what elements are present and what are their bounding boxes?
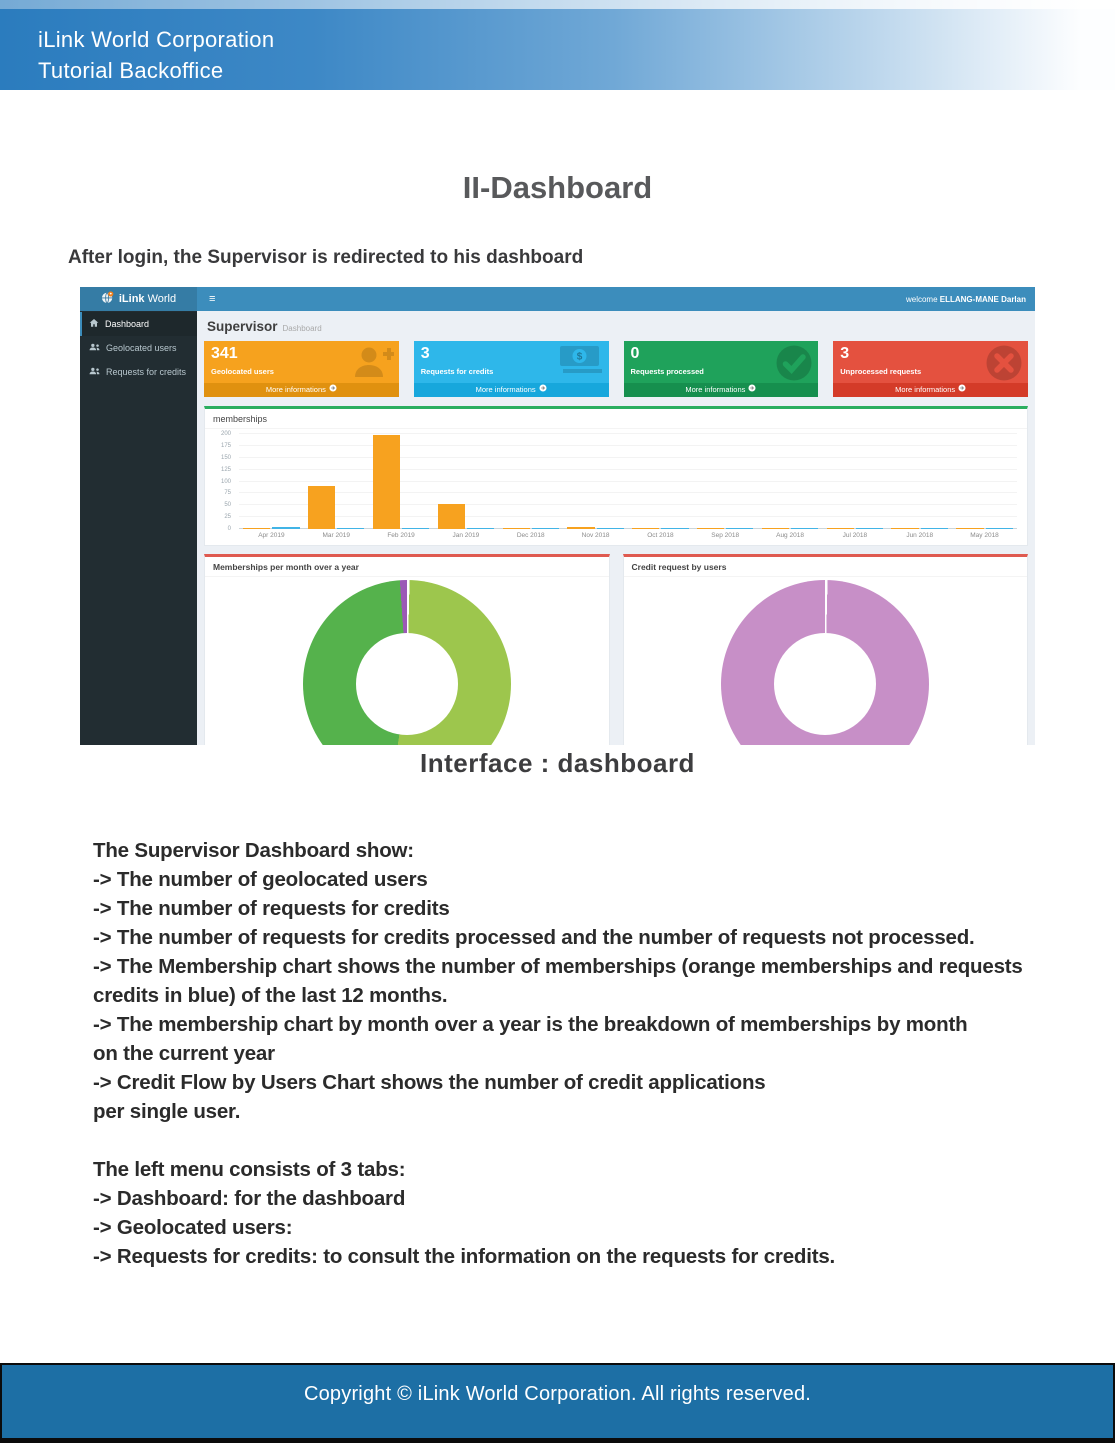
- x-tick-label: May 2018: [970, 532, 999, 539]
- sidebar-item-label: Requests for credits: [106, 367, 187, 377]
- body-line: on the current year: [93, 1042, 275, 1065]
- close-circle-icon: [985, 344, 1023, 383]
- month-slot: [304, 434, 369, 542]
- document-footer: [0, 1363, 1115, 1443]
- users-icon: [89, 366, 100, 378]
- memberships-per-month-panel: [204, 554, 610, 745]
- card-label: Requests for credits: [420, 367, 494, 376]
- month-slot: [369, 434, 434, 542]
- dashboard-navbar: [80, 287, 1035, 311]
- check-circle-icon: [775, 344, 813, 383]
- card-unprocessed-requests: [833, 341, 1028, 397]
- content-subtitle: Dashboard: [282, 324, 322, 333]
- more-informations-label: More informations: [895, 385, 956, 394]
- more-informations-link[interactable]: [414, 383, 609, 397]
- month-slot: [628, 434, 693, 542]
- x-tick-label: Oct 2018: [647, 532, 674, 539]
- x-tick-label: Jul 2018: [842, 532, 868, 539]
- top-bar: [197, 287, 1035, 311]
- more-informations-link[interactable]: [624, 383, 819, 397]
- body-line: -> Dashboard: for the dashboard: [93, 1187, 406, 1210]
- svg-text:$: $: [576, 351, 582, 363]
- arrow-circle-icon: [539, 383, 547, 397]
- x-tick-label: Dec 2018: [516, 532, 545, 539]
- body-line: credits in blue) of the last 12 months.: [93, 984, 448, 1007]
- body-line: -> Geolocated users:: [93, 1216, 293, 1239]
- more-informations-label: More informations: [265, 385, 326, 394]
- month-slot: [887, 434, 952, 542]
- sidebar-item-label: Geolocated users: [106, 343, 177, 353]
- card-label: Unprocessed requests: [840, 367, 922, 376]
- bar-memberships: [373, 435, 400, 529]
- donut-memberships: [303, 580, 511, 745]
- home-icon: [89, 318, 99, 330]
- lead-text: After login, the Supervisor is redirected to his dashboard: [68, 247, 584, 268]
- arrow-circle-icon: [329, 383, 337, 397]
- body-line: -> The Membership chart shows the number of memberships (orange memberships and requests: [93, 955, 1023, 978]
- memberships-yaxis: [208, 431, 235, 532]
- sidebar: [80, 311, 197, 745]
- credit-request-title: Credit request by users: [624, 557, 1028, 577]
- y-tick-label: 25: [224, 514, 231, 521]
- month-slot: [498, 434, 563, 542]
- body-line: The Supervisor Dashboard show:: [93, 839, 414, 862]
- welcome-prefix: welcome: [905, 294, 940, 304]
- welcome-user[interactable]: [906, 295, 1035, 304]
- banknote-icon: [558, 344, 604, 381]
- sidebar-item-requests-credits[interactable]: [80, 360, 197, 384]
- month-slot: [563, 434, 628, 542]
- more-informations-link[interactable]: [204, 383, 399, 397]
- y-tick-label: 100: [220, 478, 231, 485]
- sidebar-item-geolocated-users[interactable]: [80, 336, 197, 360]
- x-tick-label: Aug 2018: [776, 532, 804, 539]
- bar-memberships: [438, 504, 465, 529]
- stat-cards-row: [204, 341, 1028, 397]
- body-line: -> Credit Flow by Users Chart shows the number of credit applications: [93, 1071, 766, 1094]
- x-tick-label: Mar 2019: [322, 532, 350, 539]
- month-slot: [822, 434, 887, 542]
- memberships-plot: [239, 434, 1017, 542]
- memberships-chart: [220, 431, 1017, 542]
- x-tick-label: Jan 2019: [452, 532, 480, 539]
- brand-logo[interactable]: [80, 287, 197, 311]
- more-informations-label: More informations: [475, 385, 536, 394]
- card-value: 341: [211, 345, 238, 362]
- body-line: per single user.: [93, 1100, 241, 1123]
- memberships-per-month-title: Memberships per month over a year: [205, 557, 609, 577]
- donut-credits: [721, 580, 929, 745]
- body-line: -> The number of requests for credits: [93, 897, 450, 920]
- header-company: iLink World Corporation: [38, 27, 275, 52]
- month-slot: [433, 434, 498, 542]
- content-heading: [207, 318, 1025, 336]
- card-value: 3: [840, 345, 850, 362]
- card-label: Geolocated users: [211, 367, 274, 376]
- more-informations-link[interactable]: [833, 383, 1028, 397]
- page-title: II-Dashboard: [462, 170, 653, 205]
- y-tick-label: 125: [220, 466, 231, 473]
- x-tick-label: Nov 2018: [581, 532, 610, 539]
- y-tick-label: 0: [227, 526, 231, 532]
- card-requests-credits: [414, 341, 609, 397]
- users-icon: [89, 342, 100, 354]
- x-tick-label: Apr 2019: [258, 532, 285, 539]
- sidebar-item-label: Dashboard: [105, 319, 150, 329]
- content-title: Supervisor: [207, 319, 278, 334]
- brand-bold: iLink: [118, 293, 145, 305]
- body-paragraph-2: [93, 1155, 1053, 1271]
- card-label: Requests processed: [630, 367, 704, 376]
- card-requests-processed: [624, 341, 819, 397]
- y-tick-label: 200: [220, 431, 231, 437]
- header-subtitle: Tutorial Backoffice: [38, 58, 224, 83]
- x-tick-label: Sep 2018: [711, 532, 740, 539]
- x-tick-label: Jun 2018: [906, 532, 934, 539]
- arrow-circle-icon: [958, 383, 966, 397]
- credit-request-panel: [623, 554, 1029, 745]
- card-geolocated-users: [204, 341, 399, 397]
- y-tick-label: 50: [224, 502, 231, 509]
- card-value: 0: [630, 345, 640, 362]
- y-tick-label: 75: [224, 490, 231, 497]
- copyright-text: Copyright © iLink World Corporation. All rights reserved.: [303, 1383, 812, 1405]
- menu-toggle-icon[interactable]: ≡: [209, 293, 216, 305]
- month-slot: [693, 434, 758, 542]
- globe-pin-icon: [101, 291, 114, 307]
- body-line: -> Requests for credits: to consult the information on the requests for credits.: [93, 1245, 836, 1268]
- main-content: [197, 311, 1035, 745]
- arrow-circle-icon: [748, 383, 756, 397]
- user-plus-icon: [352, 344, 394, 383]
- header-text: [0, 0, 1115, 86]
- welcome-username: ELLANG-MANE Darlan: [939, 294, 1026, 304]
- y-tick-label: 150: [220, 454, 231, 461]
- body-line: -> The number of requests for credits processed and the number of requests not processed.: [93, 926, 975, 949]
- x-tick-label: Feb 2019: [387, 532, 415, 539]
- body-line: The left menu consists of 3 tabs:: [93, 1158, 406, 1181]
- dashboard-screenshot: [80, 287, 1035, 745]
- bar-memberships: [308, 486, 335, 529]
- memberships-panel-title: memberships: [205, 409, 1027, 429]
- month-slot: [239, 434, 304, 542]
- y-tick-label: 175: [220, 442, 231, 449]
- document-header: [0, 0, 1115, 90]
- donut-panels-row: [204, 554, 1028, 745]
- more-informations-label: More informations: [685, 385, 746, 394]
- memberships-panel: [204, 406, 1028, 546]
- body-line: -> The number of geolocated users: [93, 868, 428, 891]
- month-slot: [758, 434, 823, 542]
- month-slot: [952, 434, 1017, 542]
- body-line: -> The membership chart by month over a year is the breakdown of memberships by month: [93, 1013, 968, 1036]
- brand-rest: World: [144, 293, 177, 305]
- body-paragraph-1: [93, 836, 1053, 1126]
- sidebar-item-dashboard[interactable]: [80, 312, 197, 336]
- screenshot-caption: Interface : dashboard: [420, 748, 695, 778]
- card-value: 3: [420, 345, 430, 362]
- memberships-slots: [239, 434, 1017, 542]
